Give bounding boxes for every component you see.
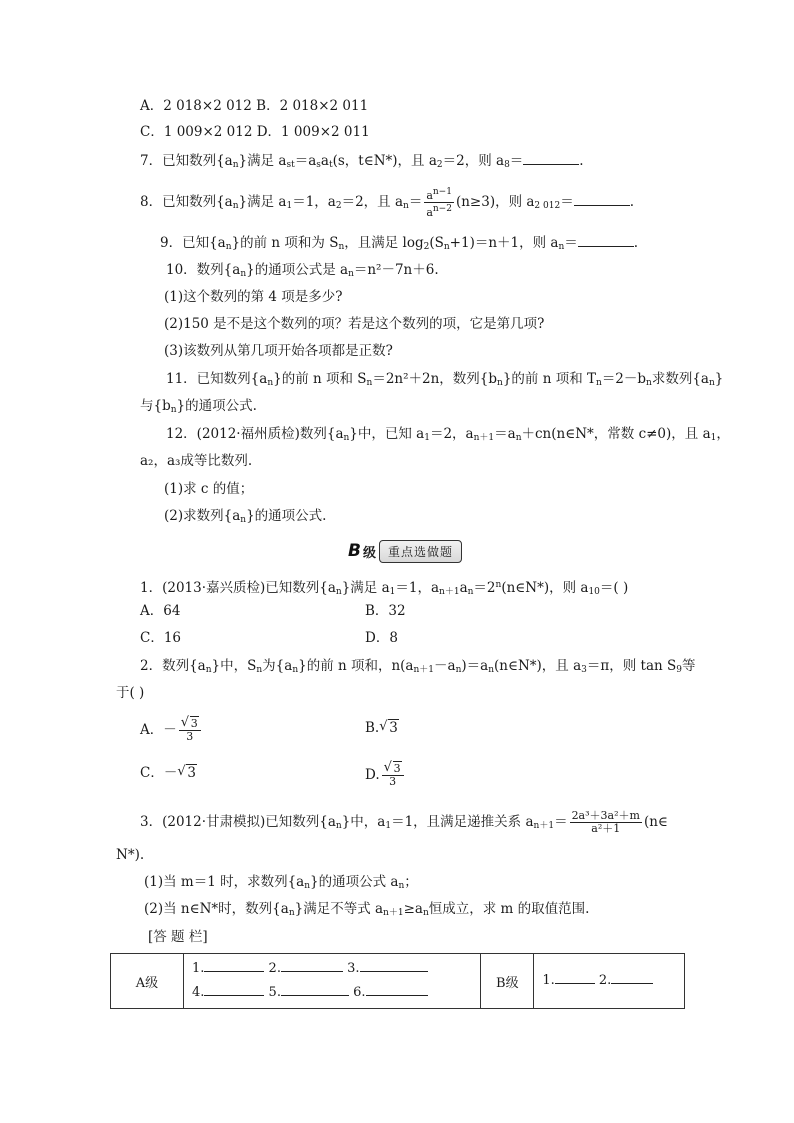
answer-b2-blank[interactable] [611,969,653,984]
b-question-2-cont: 于( ) [116,685,145,701]
answer-a3-blank[interactable] [360,957,428,972]
b-q1-option-b: B．32 [365,603,406,619]
answer-a-level-label: A级 [111,954,184,1009]
answer-section-title: [答 题 栏] [148,929,208,945]
answer-a5-blank[interactable] [281,981,349,996]
b-question-3-part2: (2)当 n∈N*时，数列$\{a_n\}$满足不等式 $a_{n+1}\ge a_n$恒成立，求 m 的取值范围. [144,901,590,918]
b-q1-option-d: D．8 [365,630,398,646]
b-level-letter: B [348,541,361,561]
answer-b-level-cells: 1. 2. [534,954,685,1009]
fraction-q8: $\frac{a^{n-1}}{a^{n-2}}$ [426,187,452,219]
question-11: 11．已知数列$\{a_n\}$的前 n 项和 $S_n=2n^2+2n$，数列$\{b_n\}$的前 n 项和 $T_n=2-b_n$求数列$\{a_n\}$ [166,371,724,388]
b-q1-option-a: A．64 [140,603,181,619]
question-10-part1: (1)这个数列的第 4 项是多少? [164,289,343,305]
question-12: 12．(2012·福州质检)数列$\{a_n\}$中，已知 $a_1=2$，$a_{n+1}=a_n+cn(n\in N*$，常数 c≠0)，且 $a_1$， [166,426,730,443]
b-q1-option-c: C．16 [140,630,182,646]
b-q2-option-b: B.√ 3 [365,718,399,738]
question-7: 7．已知数列$\{a_n\}$满足 $a_{st}=a_sa_t(s$，t∈N*)，且 $a_2=2$，则 $a_8=$ . [140,150,584,175]
question-12-cont: a₂，a₃成等比数列. [140,453,253,469]
question-8: 8．已知数列$\{a_n\}$满足 $a_1=1$，$a_2=2$，且 $a_n=$ $\frac{a^{n-1}}{a^{n-2}}$ (n≥3)，则 $a_{2 012}=$ . [140,187,634,219]
answer-a1-blank[interactable] [204,957,264,972]
answer-a4-blank[interactable] [204,981,264,996]
b-q2-option-d: D. √ $\frac{3}{3}$ [365,763,406,788]
b-level-word: 级 [362,545,376,561]
q6-options-ab: A．2 018×2 012 B．2 018×2 011 [140,98,369,114]
question-11-cont: 与$\{b_n\}$的通项公式. [140,398,257,415]
q6-options-cd: C．1 009×2 012 D．1 009×2 011 [140,124,370,140]
answer-a-level-cells: 1. 2. 3. 4. 5. 6. [184,954,481,1009]
fraction-recurrence: $\frac{\text{2a³＋3a²＋m}}{\text{a²＋1}}$ [571,809,640,835]
b-q2-option-a: A．－ √ $\frac{3}{3}$ [140,718,203,743]
question-10: 10．数列$\{a_n\}$的通项公式是 $a_n=n^2-7n+6$. [166,262,439,279]
question-10-part2: (2)150 是不是这个数列的项？若是这个数列的项，它是第几项? [164,316,545,332]
b-question-3: 3．(2012·甘肃模拟)已知数列$\{a_n\}$中，$a_1=1$，且满足递推关系 $a_{n+1}=$ $\frac{\text{2a³＋3a²＋m}}{\text{a²＋1}}$ (n∈ [140,809,668,835]
answer-blank[interactable] [523,150,579,165]
question-12-part2: (2)求数列$\{a_n\}$的通项公式. [164,508,327,525]
answer-b-level-label: B级 [481,954,534,1009]
answer-table [110,953,685,1009]
b-question-2: 2．数列$\{a_n\}$中，$S_n$为$\{a_n\}$的前 n 项和，$n(a_{n+1}-a_n)=a_n(n\in N*)$，且 $a_3=\pi$，则 $\tan S_9$等 [140,658,696,675]
question-10-part3: (3)该数列从第几项开始各项都是正数? [164,343,393,359]
fraction-sqrt3-over-3: √ $\frac{3}{3}$ [179,718,201,743]
b-question-3-cont: N*). [116,847,145,863]
answer-blank[interactable] [578,232,634,247]
answer-a2-blank[interactable] [281,957,343,972]
b-question-1: 1．(2013·嘉兴质检)已知数列$\{a_n\}$满足 $a_1=1$，$a_{n+1}a_n=2^n(n\in N*)$，则 $a_{10}=$( ) [140,580,629,597]
question-9: 9．已知$\{a_n\}$的前 n 项和为 $S_n$，且满足 $\log_2(S_n+1)=n+1$，则 $a_n=$ . [160,232,638,257]
answer-blank[interactable] [574,191,630,206]
b-question-3-part1: (1)当 m＝1 时，求数列$\{a_n\}$的通项公式 $a_n$； [144,874,418,891]
b-level-header [348,540,462,562]
answer-a6-blank[interactable] [366,981,428,996]
fraction-sqrt3-over-3: √ $\frac{3}{3}$ [382,763,404,788]
question-12-part1: (1)求 c 的值； [164,481,254,497]
answer-b1-blank[interactable] [555,969,595,984]
b-q2-option-c: C．－√ 3 [140,763,197,783]
b-level-label: 重点选做题 [379,540,462,563]
